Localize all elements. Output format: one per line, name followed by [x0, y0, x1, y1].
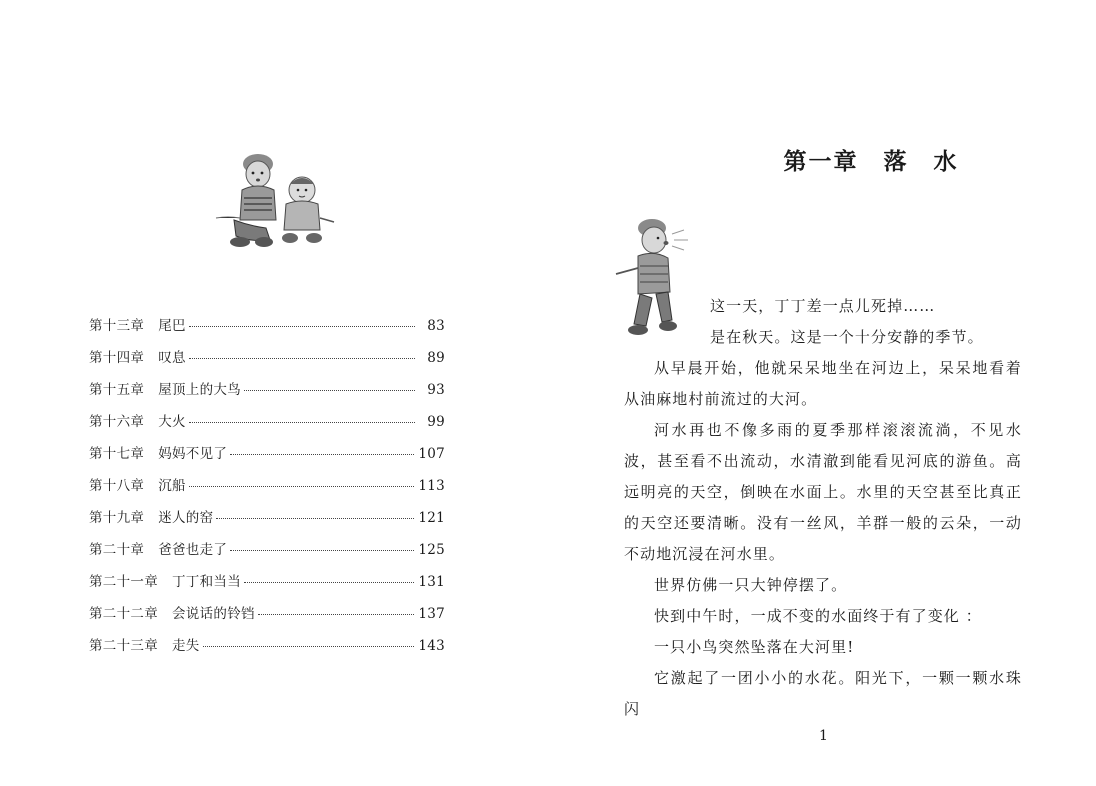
paragraph: 从早晨开始，他就呆呆地坐在河边上，呆呆地看着从油麻地村前流过的大河。: [624, 359, 1022, 408]
toc-page-number: 121: [418, 510, 445, 526]
table-of-contents: [89, 314, 445, 666]
boy-walking-illustration: [612, 212, 704, 344]
right-page: [548, 0, 1096, 786]
chapter-body: [624, 353, 1022, 725]
toc-page-number: 113: [418, 478, 445, 494]
toc-page-number: 125: [418, 542, 445, 558]
chapter-heading: 第一章 落 水: [783, 148, 959, 175]
toc-leader-dots: [216, 518, 414, 519]
toc-entry[interactable]: [89, 378, 445, 410]
toc-leader-dots: [189, 422, 415, 423]
toc-page-number: 131: [418, 574, 445, 590]
lead-line: 这一天，丁丁差一点儿死掉……: [710, 297, 936, 315]
toc-leader-dots: [203, 646, 415, 647]
toc-page-number: 99: [427, 414, 445, 430]
toc-leader-dots: [189, 326, 415, 327]
toc-entry[interactable]: [89, 602, 445, 634]
toc-leader-dots: [244, 390, 415, 391]
toc-title: 尾巴: [158, 318, 186, 334]
toc-title: 妈妈不见了: [158, 446, 228, 462]
toc-title: 屋顶上的大鸟: [158, 382, 242, 398]
toc-chapter: 第十七章: [89, 446, 145, 462]
paragraph: 一只小鸟突然坠落在大河里!: [654, 638, 855, 656]
toc-title: 丁丁和当当: [172, 574, 241, 590]
lead-line: 是在秋天。这是一个十分安静的季节。: [710, 328, 984, 346]
toc-page-number: 83: [427, 318, 445, 334]
paragraph: 河水再也不像多雨的夏季那样滚滚流淌，不见水波，甚至看不出流动，水清澈到能看见河底的游鱼。高远明亮的天空，倒映在水面上。水里的天空甚至比真正的天空还要清晰。没有一丝风，羊群一般的云朵，一动不动地沉浸在河水里。: [624, 421, 1022, 563]
toc-page-number: 143: [418, 638, 445, 654]
toc-page-number: 89: [427, 350, 445, 366]
toc-page-number: 107: [418, 446, 445, 462]
toc-chapter: 第十六章: [89, 414, 145, 430]
page-number: 1: [819, 728, 828, 744]
paragraph: 它激起了一团小小的水花。阳光下，一颗一颗水珠闪: [624, 669, 1022, 718]
toc-leader-dots: [258, 614, 415, 615]
toc-leader-dots: [244, 582, 414, 583]
toc-entry[interactable]: [89, 410, 445, 442]
paragraph: 快到中午时，一成不变的水面终于有了变化 ：: [654, 607, 982, 625]
toc-chapter: 第十三章: [89, 318, 145, 334]
toc-leader-dots: [230, 454, 414, 455]
toc-chapter: 第十五章: [89, 382, 145, 398]
toc-title: 沉船: [158, 478, 186, 494]
paragraph: 世界仿佛一只大钟停摆了。: [654, 576, 848, 594]
toc-entry[interactable]: [89, 570, 445, 602]
toc-chapter: 第二十章: [89, 542, 145, 558]
toc-chapter: 第二十三章: [89, 638, 158, 654]
toc-title: 会说话的铃铛: [172, 606, 255, 622]
toc-entry[interactable]: [89, 506, 445, 538]
toc-title: 大火: [158, 414, 186, 430]
toc-title: 叹息: [158, 350, 186, 366]
toc-leader-dots: [189, 486, 415, 487]
toc-entry[interactable]: [89, 314, 445, 346]
toc-chapter: 第十九章: [89, 510, 145, 526]
toc-chapter: 第十四章: [89, 350, 145, 366]
toc-page-number: 93: [427, 382, 445, 398]
toc-leader-dots: [230, 550, 414, 551]
toc-title: 爸爸也走了: [158, 542, 228, 558]
toc-entry[interactable]: [89, 474, 445, 506]
toc-entry[interactable]: [89, 634, 445, 666]
toc-entry[interactable]: [89, 346, 445, 378]
toc-leader-dots: [189, 358, 415, 359]
toc-title: 走失: [172, 638, 200, 654]
toc-title: 迷人的窑: [158, 510, 214, 526]
two-boys-sitting-illustration: [210, 142, 340, 254]
toc-chapter: 第二十一章: [89, 574, 158, 590]
toc-page-number: 137: [418, 606, 445, 622]
toc-entry[interactable]: [89, 442, 445, 474]
toc-chapter: 第二十二章: [89, 606, 158, 622]
toc-chapter: 第十八章: [89, 478, 145, 494]
toc-entry[interactable]: [89, 538, 445, 570]
